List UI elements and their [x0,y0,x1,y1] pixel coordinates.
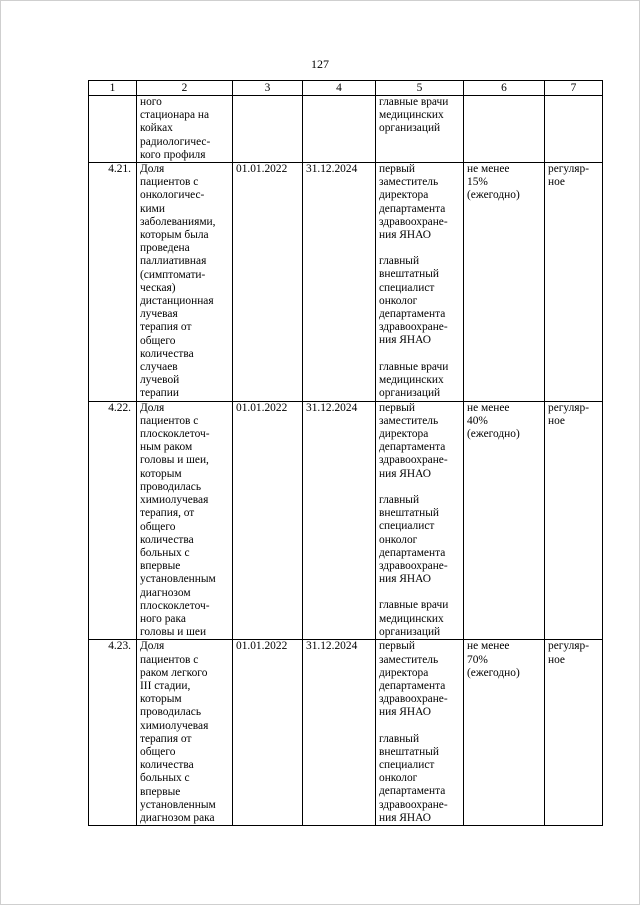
responsible-party: главный внештатный специалист онколог департамента здравоохране- ния ЯНАО [379,732,448,824]
responsible-party: первый заместитель директора департамента здравоохране- ния ЯНАО [379,640,448,719]
row-number: 4.23. [108,640,131,653]
responsible-party: главные врачи медицинских организаций [379,599,449,638]
header-row [89,81,603,96]
column-header: 3 [233,81,303,96]
plan-table [88,80,603,826]
target-value: не менее 15% (ежегодно) [467,163,520,202]
responsible-party: первый заместитель директора департамента здравоохране- ния ЯНАО [379,163,448,242]
indicator-text: Доля пациентов с плоскоклеточ- ным раком головы и шеи, которым проводилась химиолучевая терапия, от общего количества больных с впервые установленным диагнозом плоскоклеточ- ного рака головы и шеи [140,401,216,639]
periodicity: регуляр- ное [548,401,590,427]
end-date: 31.12.2024 [306,401,358,414]
table-row [89,401,603,640]
column-header: 1 [89,81,137,96]
column-header: 2 [137,81,233,96]
indicator-text: ного стационара на койках радиологичес- кого профиля [140,96,211,161]
responsible-party: первый заместитель директора департамента здравоохране- ния ЯНАО [379,401,448,480]
start-date: 01.01.2022 [236,401,288,414]
responsible-party: главные врачи медицинских организаций [379,360,449,400]
start-date: 01.01.2022 [236,163,288,176]
responsible-party: главный внештатный специалист онколог департамента здравоохране- ния ЯНАО [379,493,448,586]
end-date: 31.12.2024 [306,163,358,176]
responsible-party: главный внештатный специалист онколог департамента здравоохране- ния ЯНАО [379,255,448,347]
table-row [89,640,603,826]
row-number: 4.22. [108,401,131,414]
start-date: 01.01.2022 [236,640,288,653]
column-header: 5 [376,81,464,96]
responsible-party: главные врачи медицинских организаций [379,96,449,135]
column-header: 7 [545,81,603,96]
target-value: не менее 40% (ежегодно) [467,401,520,441]
column-header: 6 [464,81,545,96]
table-row [89,96,603,163]
periodicity: регуляр- ное [548,163,590,189]
row-number: 4.21. [108,163,131,176]
table-row [89,163,603,402]
page-number: 127 [311,57,329,71]
end-date: 31.12.2024 [306,640,358,653]
indicator-text: Доля пациентов с онкологичес- кими заболеваниями, которым была проведена паллиативная (симптомати- ческая) дистанционная лучевая терапия от общего количества случаев лучевой терапии [140,163,216,400]
indicator-text: Доля пациентов с раком легкого III стадии, которым проводилась химиолучевая терапия от общего количества больных с впервые установленным диагнозом рака [140,640,216,824]
periodicity: регуляр- ное [548,640,590,666]
target-value: не менее 70% (ежегодно) [467,640,520,679]
column-header: 4 [303,81,376,96]
